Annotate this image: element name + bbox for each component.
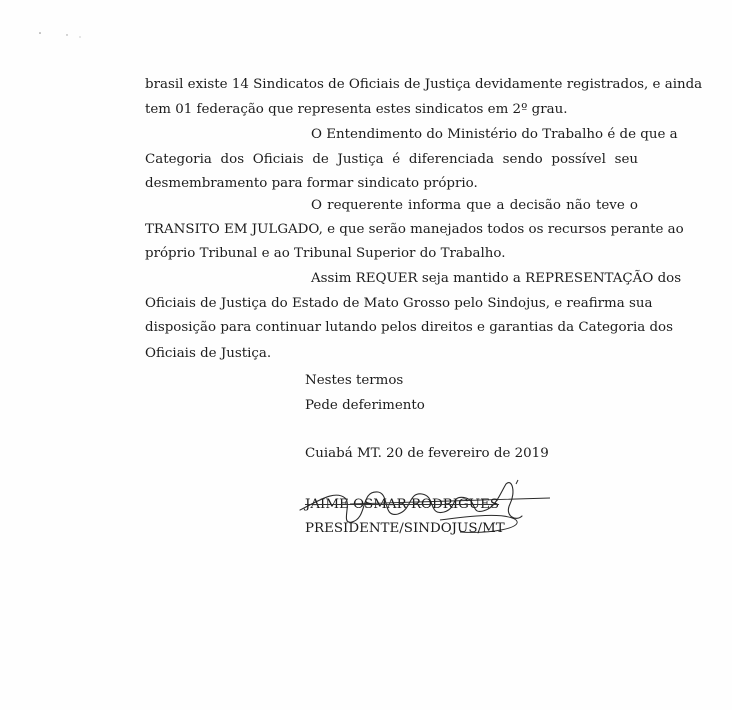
paragraph3-line2: TRANSITO EM JULGADO, e que serão manejados todos os recursos perante ao <box>145 222 684 237</box>
signatory-name: JAIME OSMAR RODRIGUES <box>305 497 500 512</box>
paragraph4-line1: Assim REQUER seja mantido a REPRESENTAÇÃO dos <box>311 271 682 286</box>
closing-line2: Pede deferimento <box>305 398 425 413</box>
paragraph3-line1: O requerente informa que a decisão não teve o <box>311 198 638 213</box>
paragraph3-line3: próprio Tribunal e ao Tribunal Superior do Trabalho. <box>145 246 506 261</box>
paragraph1-line1: brasil existe 14 Sindicatos de Oficiais de Justiça devidamente registrados, e ainda <box>145 77 703 92</box>
paragraph4-line3: disposição para continuar lutando pelos direitos e garantias da Categoria dos <box>145 320 673 335</box>
paragraph2-line3: desmembramento para formar sindicato próprio. <box>145 176 478 191</box>
scan-specks <box>0 0 732 60</box>
paragraph2-line2: Categoria dos Oficiais de Justiça é diferenciada sendo possível seu <box>145 152 638 167</box>
paragraph4-line2: Oficiais de Justiça do Estado de Mato Grosso pelo Sindojus, e reafirma sua <box>145 296 653 311</box>
paragraph4-line4: Oficiais de Justiça. <box>145 346 272 361</box>
paragraph1-line2: tem 01 federação que representa estes sindicatos em 2º grau. <box>145 102 568 117</box>
signatory-title: PRESIDENTE/SINDOJUS/MT <box>305 521 505 536</box>
date-line: Cuiabá MT. 20 de fevereiro de 2019 <box>305 446 549 461</box>
paragraph2-line1: O Entendimento do Ministério do Trabalho é de que a <box>311 127 678 142</box>
closing-line1: Nestes termos <box>305 373 404 388</box>
